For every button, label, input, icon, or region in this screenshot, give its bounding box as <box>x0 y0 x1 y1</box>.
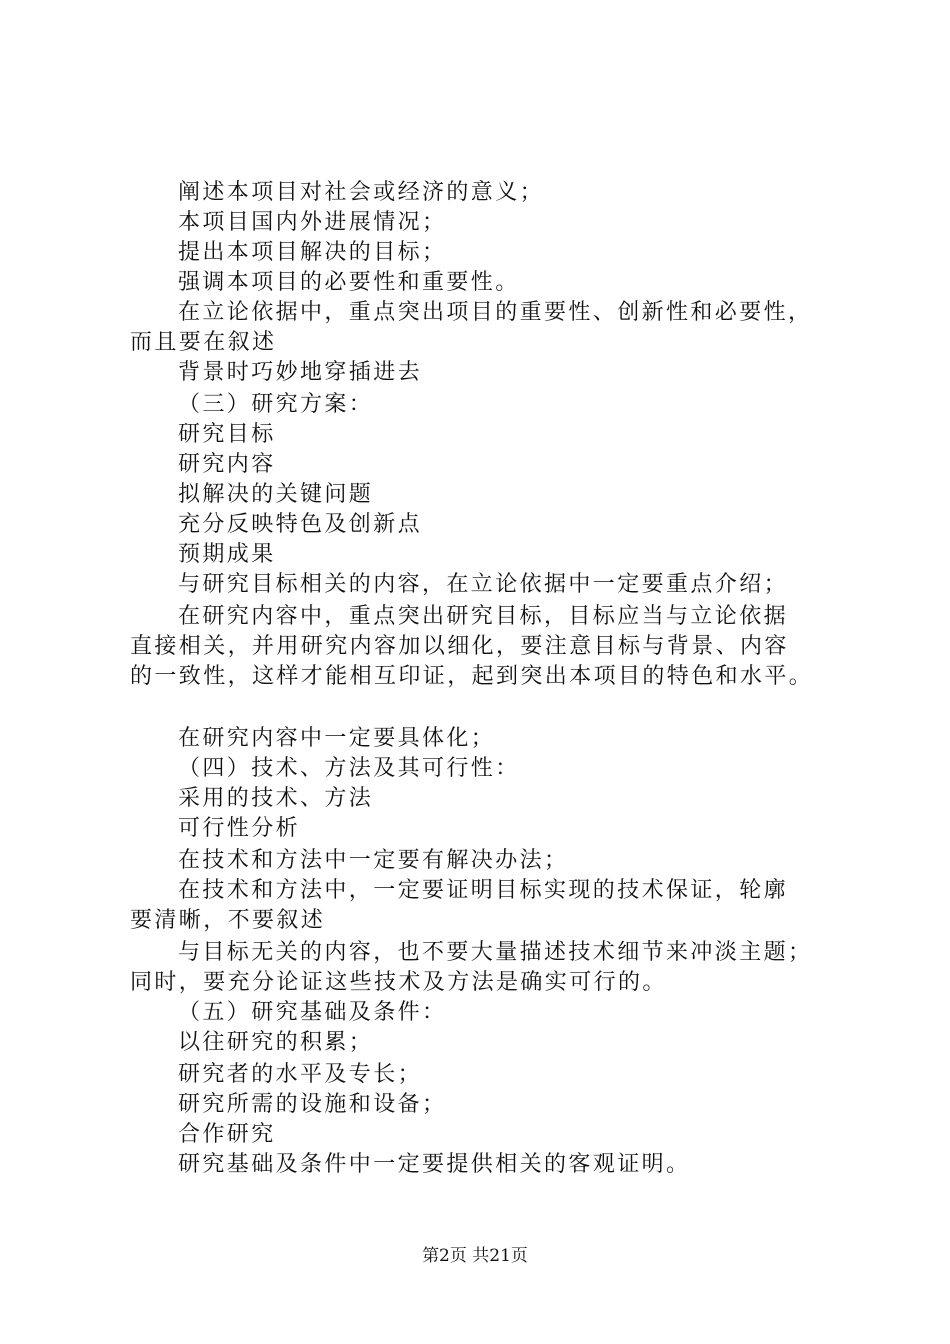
text-line: 强调本项目的必要性和重要性。 <box>178 270 520 295</box>
text-line: 预期成果 <box>178 542 276 567</box>
text-line: 要清晰，不要叙述 <box>130 908 326 933</box>
section-heading: （三）研究方案： <box>178 392 374 417</box>
text-line: 研究内容 <box>178 452 276 477</box>
text-line: 采用的技术、方法 <box>178 786 374 811</box>
text-line: 直接相关，并用研究内容加以细化，要注意目标与背景、内容 <box>130 634 789 659</box>
text-line: 背景时巧妙地穿插进去 <box>178 360 423 385</box>
text-line: 的一致性，这样才能相互印证，起到突出本项目的特色和水平。 <box>130 664 814 689</box>
text-line: 阐述本项目对社会或经济的意义； <box>178 180 545 205</box>
text-line: 合作研究 <box>178 1122 276 1147</box>
text-line: 在立论依据中，重点突出项目的重要性、创新性和必要性， <box>178 300 813 325</box>
text-line: 同时，要充分论证这些技术及方法是确实可行的。 <box>130 970 667 995</box>
text-line: 可行性分析 <box>178 816 301 841</box>
text-line: 研究者的水平及专长； <box>178 1062 423 1087</box>
text-line: 与目标无关的内容，也不要大量描述技术细节来冲淡主题； <box>178 940 813 965</box>
text-line: 以往研究的积累； <box>178 1030 374 1055</box>
section-heading: （五）研究基础及条件： <box>178 1000 447 1025</box>
text-line: 本项目国内外进展情况； <box>178 210 447 235</box>
text-line: 拟解决的关键问题 <box>178 482 374 507</box>
text-line: 在技术和方法中一定要有解决办法； <box>178 848 569 873</box>
text-line: 而且要在叙述 <box>130 330 277 355</box>
text-line: 研究所需的设施和设备； <box>178 1092 447 1117</box>
text-line: 与研究目标相关的内容，在立论依据中一定要重点介绍； <box>178 572 789 597</box>
text-line: 在研究内容中一定要具体化； <box>178 726 496 751</box>
text-line: 在研究内容中，重点突出研究目标，目标应当与立论依据 <box>178 604 789 629</box>
text-line: 充分反映特色及创新点 <box>178 512 423 537</box>
text-line: 在技术和方法中，一定要证明目标实现的技术保证，轮廓 <box>178 878 789 903</box>
text-line: 研究基础及条件中一定要提供相关的客观证明。 <box>178 1152 691 1177</box>
page-number-footer: 第2页 共21页 <box>422 1246 528 1266</box>
section-heading: （四）技术、方法及其可行性： <box>178 756 520 781</box>
text-line: 提出本项目解决的目标； <box>178 240 447 265</box>
text-line: 研究目标 <box>178 422 276 447</box>
